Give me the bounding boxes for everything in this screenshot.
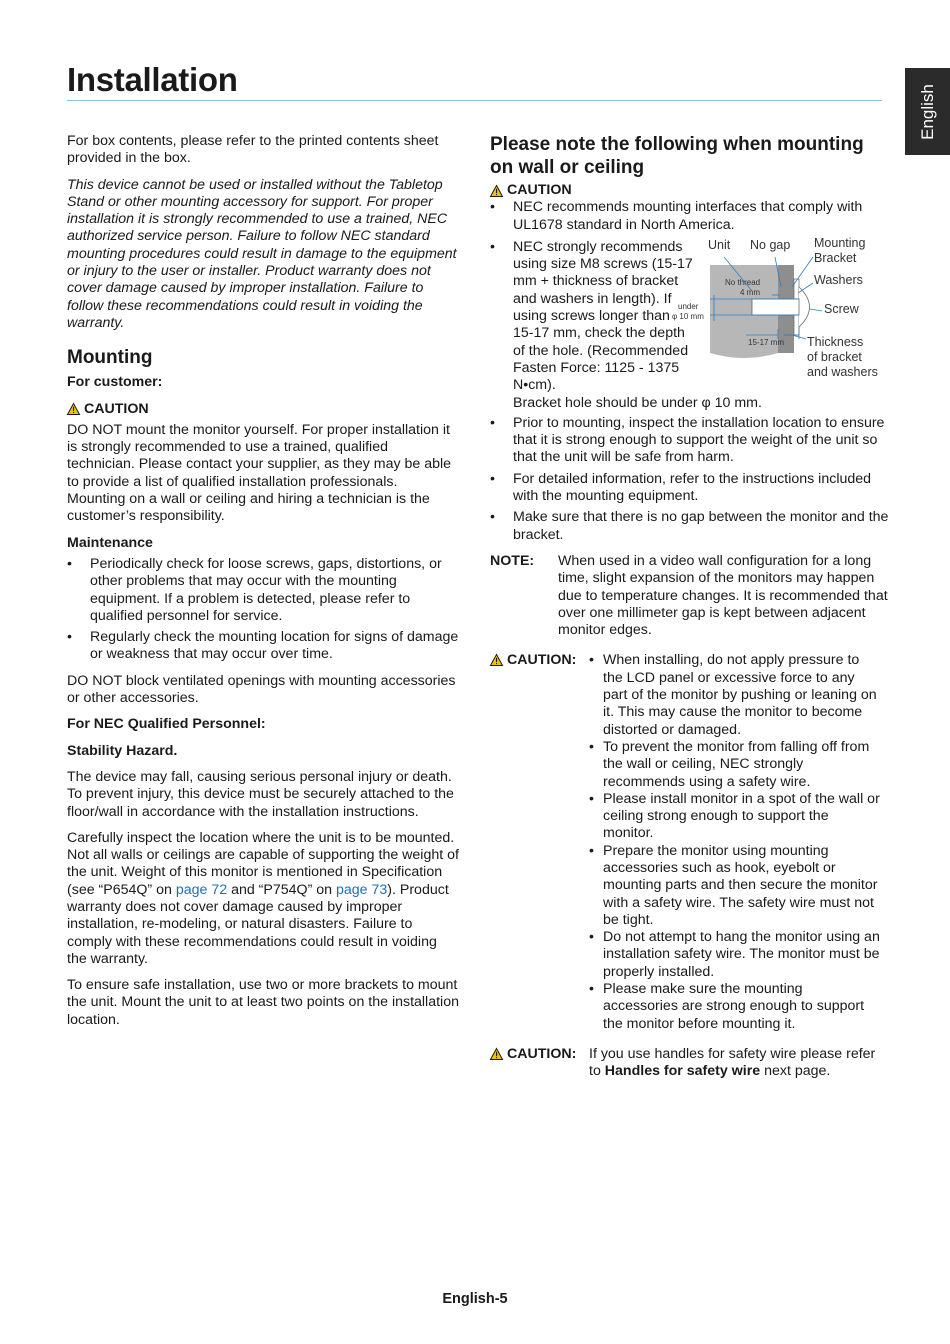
- diagram-label-washers: Washers: [814, 272, 863, 287]
- list-item: • For detailed information, refer to the instructions included with the mounting equipment.: [490, 471, 890, 506]
- left-column: [67, 133, 459, 1029]
- note-label: NOTE:: [490, 552, 535, 569]
- diagram-label-thickness: Thickness: [807, 334, 864, 349]
- page-73-link[interactable]: page 73: [335, 881, 388, 898]
- list-item: • Regularly check the mounting location for signs of damage or weakness that may occur over time.: [67, 629, 459, 664]
- list-item: • NEC recommends mounting interfaces that comply with UL1678 standard in North America.: [490, 199, 890, 234]
- diagram-label-and-washers: and washers: [807, 364, 878, 379]
- caution-label: CAUTION: [507, 182, 572, 198]
- right-column: [490, 133, 890, 1081]
- intro-text: For box contents, please refer to the printed contents sheet provided in the box.: [67, 133, 439, 167]
- diagram-label-4mm: 4 mm: [740, 287, 760, 297]
- caution-label: CAUTION:: [507, 652, 577, 669]
- brackets-text: To ensure safe installation, use two or more brackets to mount the unit. Mount the unit to at least two points on the installation location.: [67, 977, 459, 1028]
- diagram-label-of-bracket: of bracket: [807, 349, 862, 364]
- handles-text-post: next page.: [760, 1063, 831, 1080]
- handles-text-pre: If you use handles for safety wire please refer to: [589, 1045, 876, 1080]
- caution-label: CAUTION: [84, 400, 149, 417]
- inspect-text-1: Carefully inspect the location where the unit is to be mounted. Not all walls or ceilings are capable of supporting the weight of the unit. Weight of this monitor is mentioned in Specification (see “P654Q” on: [67, 829, 459, 898]
- screw-shaft-shape: [752, 299, 799, 315]
- wall-mounting-heading: Please note the following when mounting on wall or ceiling: [490, 134, 864, 178]
- diagram-label-length: 15-17 mm: [748, 337, 785, 347]
- do-not-block-text: DO NOT block ventilated openings with mounting accessories or other accessories.: [67, 672, 456, 707]
- warning-icon: [67, 403, 80, 415]
- caution-label: CAUTION:: [507, 1045, 577, 1062]
- caution-heading: [490, 1046, 589, 1081]
- title-rule: [67, 100, 882, 101]
- page-72-link[interactable]: page 72: [175, 881, 228, 898]
- wall-caution-list: [490, 199, 890, 544]
- warning-icon: [490, 1048, 503, 1060]
- diagram-label-no-thread: No thread: [725, 277, 761, 287]
- qualified-personnel-heading: For NEC Qualified Personnel:: [67, 716, 266, 733]
- for-customer-heading: For customer:: [67, 374, 163, 391]
- screw-head-shape: [799, 287, 810, 327]
- page-number: English-5: [442, 1291, 508, 1307]
- handles-caution-text: [589, 1046, 881, 1081]
- list-item-m8-screws: [490, 235, 890, 412]
- caution-block-handles: [490, 1046, 890, 1081]
- list-item: • Please make sure the mounting accessories are strong enough to support the monitor before mounting it.: [589, 981, 881, 1033]
- language-tab-label: English: [917, 83, 937, 140]
- do-not-mount-text: DO NOT mount the monitor yourself. For proper installation it is strongly recommended to use a trained, qualified technician. Please contact your supplier, as they may be able to provide a list of qualified installation professionals. Mounting on a wall or ceiling and hiring a technician is the customer’s responsibility.: [67, 421, 452, 525]
- list-item: • When installing, do not apply pressure to the LCD panel or excessive force to any part of the monitor by pushing or leaning on it. This may cause the monitor to become distorted or damaged.: [589, 652, 881, 738]
- warning-icon: [490, 185, 503, 197]
- inspect-location-text: [67, 830, 459, 968]
- warranty-warning: This device cannot be used or installed without the Tabletop Stand or other mounting accessory for support. For proper installation it is strongly recommended to use a trained, NEC authorized service person. Failure to follow NEC standard mounting procedures could result in damage to the equipment or injury to the user or installer. Product warranty does not cover damage caused by improper installation. Failure to follow these recommendations could result in voiding the warranty.: [67, 176, 457, 331]
- page-title: Installation: [67, 61, 238, 98]
- list-item: • Do not attempt to hang the monitor using an installation safety wire. The monitor must be properly installed.: [589, 929, 881, 981]
- caution-heading: [490, 182, 890, 199]
- diagram-label-phi10: φ 10 mm: [672, 311, 704, 321]
- mounting-screw-diagram: [672, 235, 890, 390]
- list-item: • Please install monitor in a spot of the wall or ceiling strong enough to support the monitor.: [589, 791, 881, 843]
- install-caution-list: [589, 652, 881, 1033]
- caution-heading: [490, 652, 589, 1033]
- list-item: • Make sure that there is no gap between the monitor and the bracket.: [490, 509, 890, 544]
- inspect-text-2: and “P754Q” on: [227, 881, 336, 898]
- language-tab: [905, 68, 950, 155]
- caution-block-install: [490, 652, 890, 1033]
- diagram-label-no-gap: No gap: [750, 237, 791, 252]
- list-item: • Prepare the monitor using mounting accessories such as hook, eyebolt or mounting parts and then secure the monitor with a safety wire. The safety wire must not be tight.: [589, 843, 881, 929]
- mounting-heading: Mounting: [67, 347, 153, 369]
- m8-screws-text: • NEC strongly recommends using size M8 screws (15-17 mm + thickness of bracket and washers in length). If using screws longer than 15-17 mm, check the depth of the hole. (Recommended Fasten Force: 1125 - 1375 N•cm).: [513, 238, 693, 394]
- bracket-hole-text: Bracket hole should be under φ 10 mm.: [513, 394, 762, 411]
- handles-for-safety-wire-ref: Handles for safety wire: [604, 1063, 761, 1080]
- list-item: • Periodically check for loose screws, gaps, distortions, or other problems that may occur with the mounting equipment. If a problem is detected, please refer to qualified personnel for service.: [67, 556, 459, 625]
- note-text: When used in a video wall configuration for a long time, slight expansion of the monitors may happen due to temperature changes. It is recommended that over one millimeter gap is kept between adjacent monitor edges.: [558, 552, 888, 639]
- caution-heading: [67, 401, 459, 418]
- maintenance-list: [67, 556, 459, 664]
- diagram-label-screw: Screw: [824, 301, 859, 316]
- note-block: [490, 553, 890, 639]
- list-item: • To prevent the monitor from falling off from the wall or ceiling, NEC strongly recommends using a safety wire.: [589, 739, 881, 791]
- stability-text: The device may fall, causing serious personal injury or death. To prevent injury, this device must be securely attached to the floor/wall in accordance with the installation instructions.: [67, 768, 454, 820]
- diagram-label-bracket: Bracket: [814, 250, 857, 265]
- maintenance-heading: Maintenance: [67, 534, 153, 551]
- stability-hazard-heading: Stability Hazard.: [67, 742, 178, 759]
- warning-icon: [490, 654, 503, 666]
- list-item: • Prior to mounting, inspect the installation location to ensure that it is strong enough to support the weight of the unit so that the unit will be safe from harm.: [490, 415, 890, 467]
- inspect-text-3: ). Product warranty does not cover damage caused by improper installation, re-modeling, or natural disasters. Failure to comply with these recommendations could result in voiding the warranty.: [67, 881, 449, 967]
- diagram-label-mounting: Mounting: [814, 235, 866, 250]
- diagram-label-unit: Unit: [708, 237, 731, 252]
- diagram-label-under: under: [678, 301, 699, 311]
